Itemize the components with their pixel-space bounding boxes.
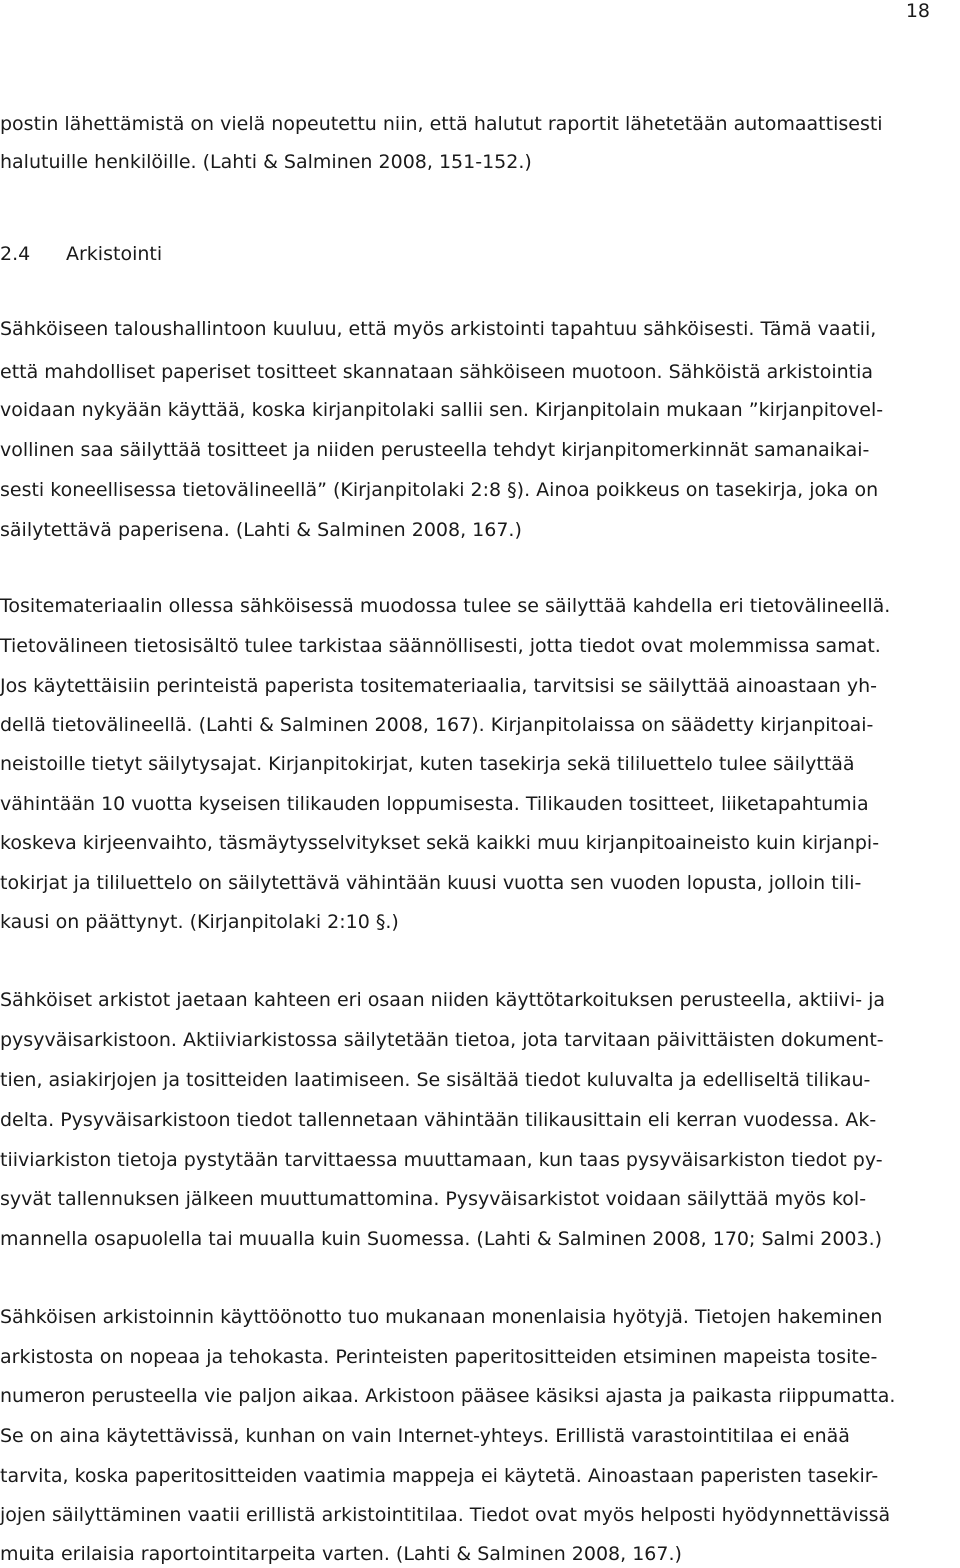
text-line: dellä tietovälineellä. (Lahti & Salminen 2008, 167). Kirjanpitolaissa on säädetty kirjanpitoai- bbox=[0, 714, 874, 736]
text-line: Jos käytettäisiin perinteistä paperista tositemateriaalia, tarvitsisi se säilyttää ainoastaan yh- bbox=[0, 675, 878, 697]
section-heading bbox=[0, 242, 162, 266]
text-line: delta. Pysyväisarkistoon tiedot tallennetaan vähintään tilikausittain eli kerran vuodessa. Ak- bbox=[0, 1109, 877, 1131]
text-line: jojen säilyttäminen vaatii erillistä arkistointitilaa. Tiedot ovat myös helposti hyödynnettävissä bbox=[0, 1504, 891, 1526]
text-line: voidaan nykyään käyttää, koska kirjanpitolaki sallii sen. Kirjanpitolain mukaan ”kirjanpitovel- bbox=[0, 399, 884, 421]
text-line: Sähköisen arkistoinnin käyttöönotto tuo mukanaan monenlaisia hyötyjä. Tietojen hakeminen bbox=[0, 1306, 883, 1328]
text-line: Se on aina käytettävissä, kunhan on vain Internet-yhteys. Erillistä varastointitilaa ei enää bbox=[0, 1425, 850, 1447]
text-line: sesti koneellisessa tietovälineellä” (Kirjanpitolaki 2:8 §). Ainoa poikkeus on tasekirja, joka on bbox=[0, 479, 879, 501]
section-title: Arkistointi bbox=[66, 243, 163, 265]
text-line: halutuille henkilöille. (Lahti & Salminen 2008, 151-152.) bbox=[0, 151, 532, 173]
text-line: tiiviarkiston tietoja pystytään tarvittaessa muuttamaan, kun taas pysyväisarkiston tiedot py- bbox=[0, 1149, 883, 1171]
text-line: tarvita, koska paperitositteiden vaatimia mappeja ei käytetä. Ainoastaan paperisten tasekir- bbox=[0, 1465, 879, 1487]
text-line: säilytettävä paperisena. (Lahti & Salminen 2008, 167.) bbox=[0, 519, 522, 541]
text-line: Sähköiseen taloushallintoon kuuluu, että myös arkistointi tapahtuu sähköisesti. Tämä vaatii, bbox=[0, 318, 877, 340]
text-line: Tositemateriaalin ollessa sähköisessä muodossa tulee se säilyttää kahdella eri tietovälineellä. bbox=[0, 595, 891, 617]
text-line: kausi on päättynyt. (Kirjanpitolaki 2:10 §.) bbox=[0, 911, 399, 933]
text-line: vollinen saa säilyttää tositteet ja niiden perusteella tehdyt kirjanpitomerkinnät samanaikai- bbox=[0, 439, 870, 461]
text-line: arkistosta on nopeaa ja tehokasta. Perinteisten paperitositteiden etsiminen mapeista tosite- bbox=[0, 1346, 878, 1368]
page-number: 18 bbox=[905, 0, 930, 22]
text-line: pysyväisarkistoon. Aktiiviarkistossa säilytetään tietoa, jota tarvitaan päivittäisten dokument- bbox=[0, 1029, 884, 1051]
text-line: postin lähettämistä on vielä nopeutettu niin, että halutut raportit lähetetään automaattisesti bbox=[0, 113, 883, 135]
text-line: numeron perusteella vie paljon aikaa. Arkistoon pääsee käsiksi ajasta ja paikasta riippumatta. bbox=[0, 1385, 896, 1407]
text-line: koskeva kirjeenvaihto, täsmäytysselvitykset sekä kaikki muu kirjanpitoaineisto kuin kirjanpi- bbox=[0, 832, 880, 854]
text-line: muita erilaisia raportointitarpeita varten. (Lahti & Salminen 2008, 167.) bbox=[0, 1543, 682, 1565]
text-line: vähintään 10 vuotta kyseisen tilikauden loppumisesta. Tilikauden tositteet, liiketapahtumia bbox=[0, 793, 869, 815]
text-line: tokirjat ja tililuettelo on säilytettävä vähintään kuusi vuotta sen vuoden lopusta, jolloin tili- bbox=[0, 872, 862, 894]
section-number: 2.4 bbox=[0, 243, 31, 265]
text-line: Sähköiset arkistot jaetaan kahteen eri osaan niiden käyttötarkoituksen perusteella, aktiivi- ja bbox=[0, 989, 886, 1011]
text-line: syvät tallennuksen jälkeen muuttumattomina. Pysyväisarkistot voidaan säilyttää myös kol- bbox=[0, 1188, 867, 1210]
text-line: että mahdolliset paperiset tositteet skannataan sähköiseen muotoon. Sähköistä arkistointia bbox=[0, 361, 874, 383]
text-line: Tietovälineen tietosisältö tulee tarkistaa säännöllisesti, jotta tiedot ovat molemmissa samat. bbox=[0, 635, 881, 657]
text-line: mannella osapuolella tai muualla kuin Suomessa. (Lahti & Salminen 2008, 170; Salmi 2003.) bbox=[0, 1228, 883, 1250]
text-line: neistoille tietyt säilytysajat. Kirjanpitokirjat, kuten tasekirja sekä tililuettelo tulee säilyttää bbox=[0, 753, 855, 775]
text-line: tien, asiakirjojen ja tositteiden laatimiseen. Se sisältää tiedot kuluvalta ja edelliseltä tilikau- bbox=[0, 1069, 871, 1091]
